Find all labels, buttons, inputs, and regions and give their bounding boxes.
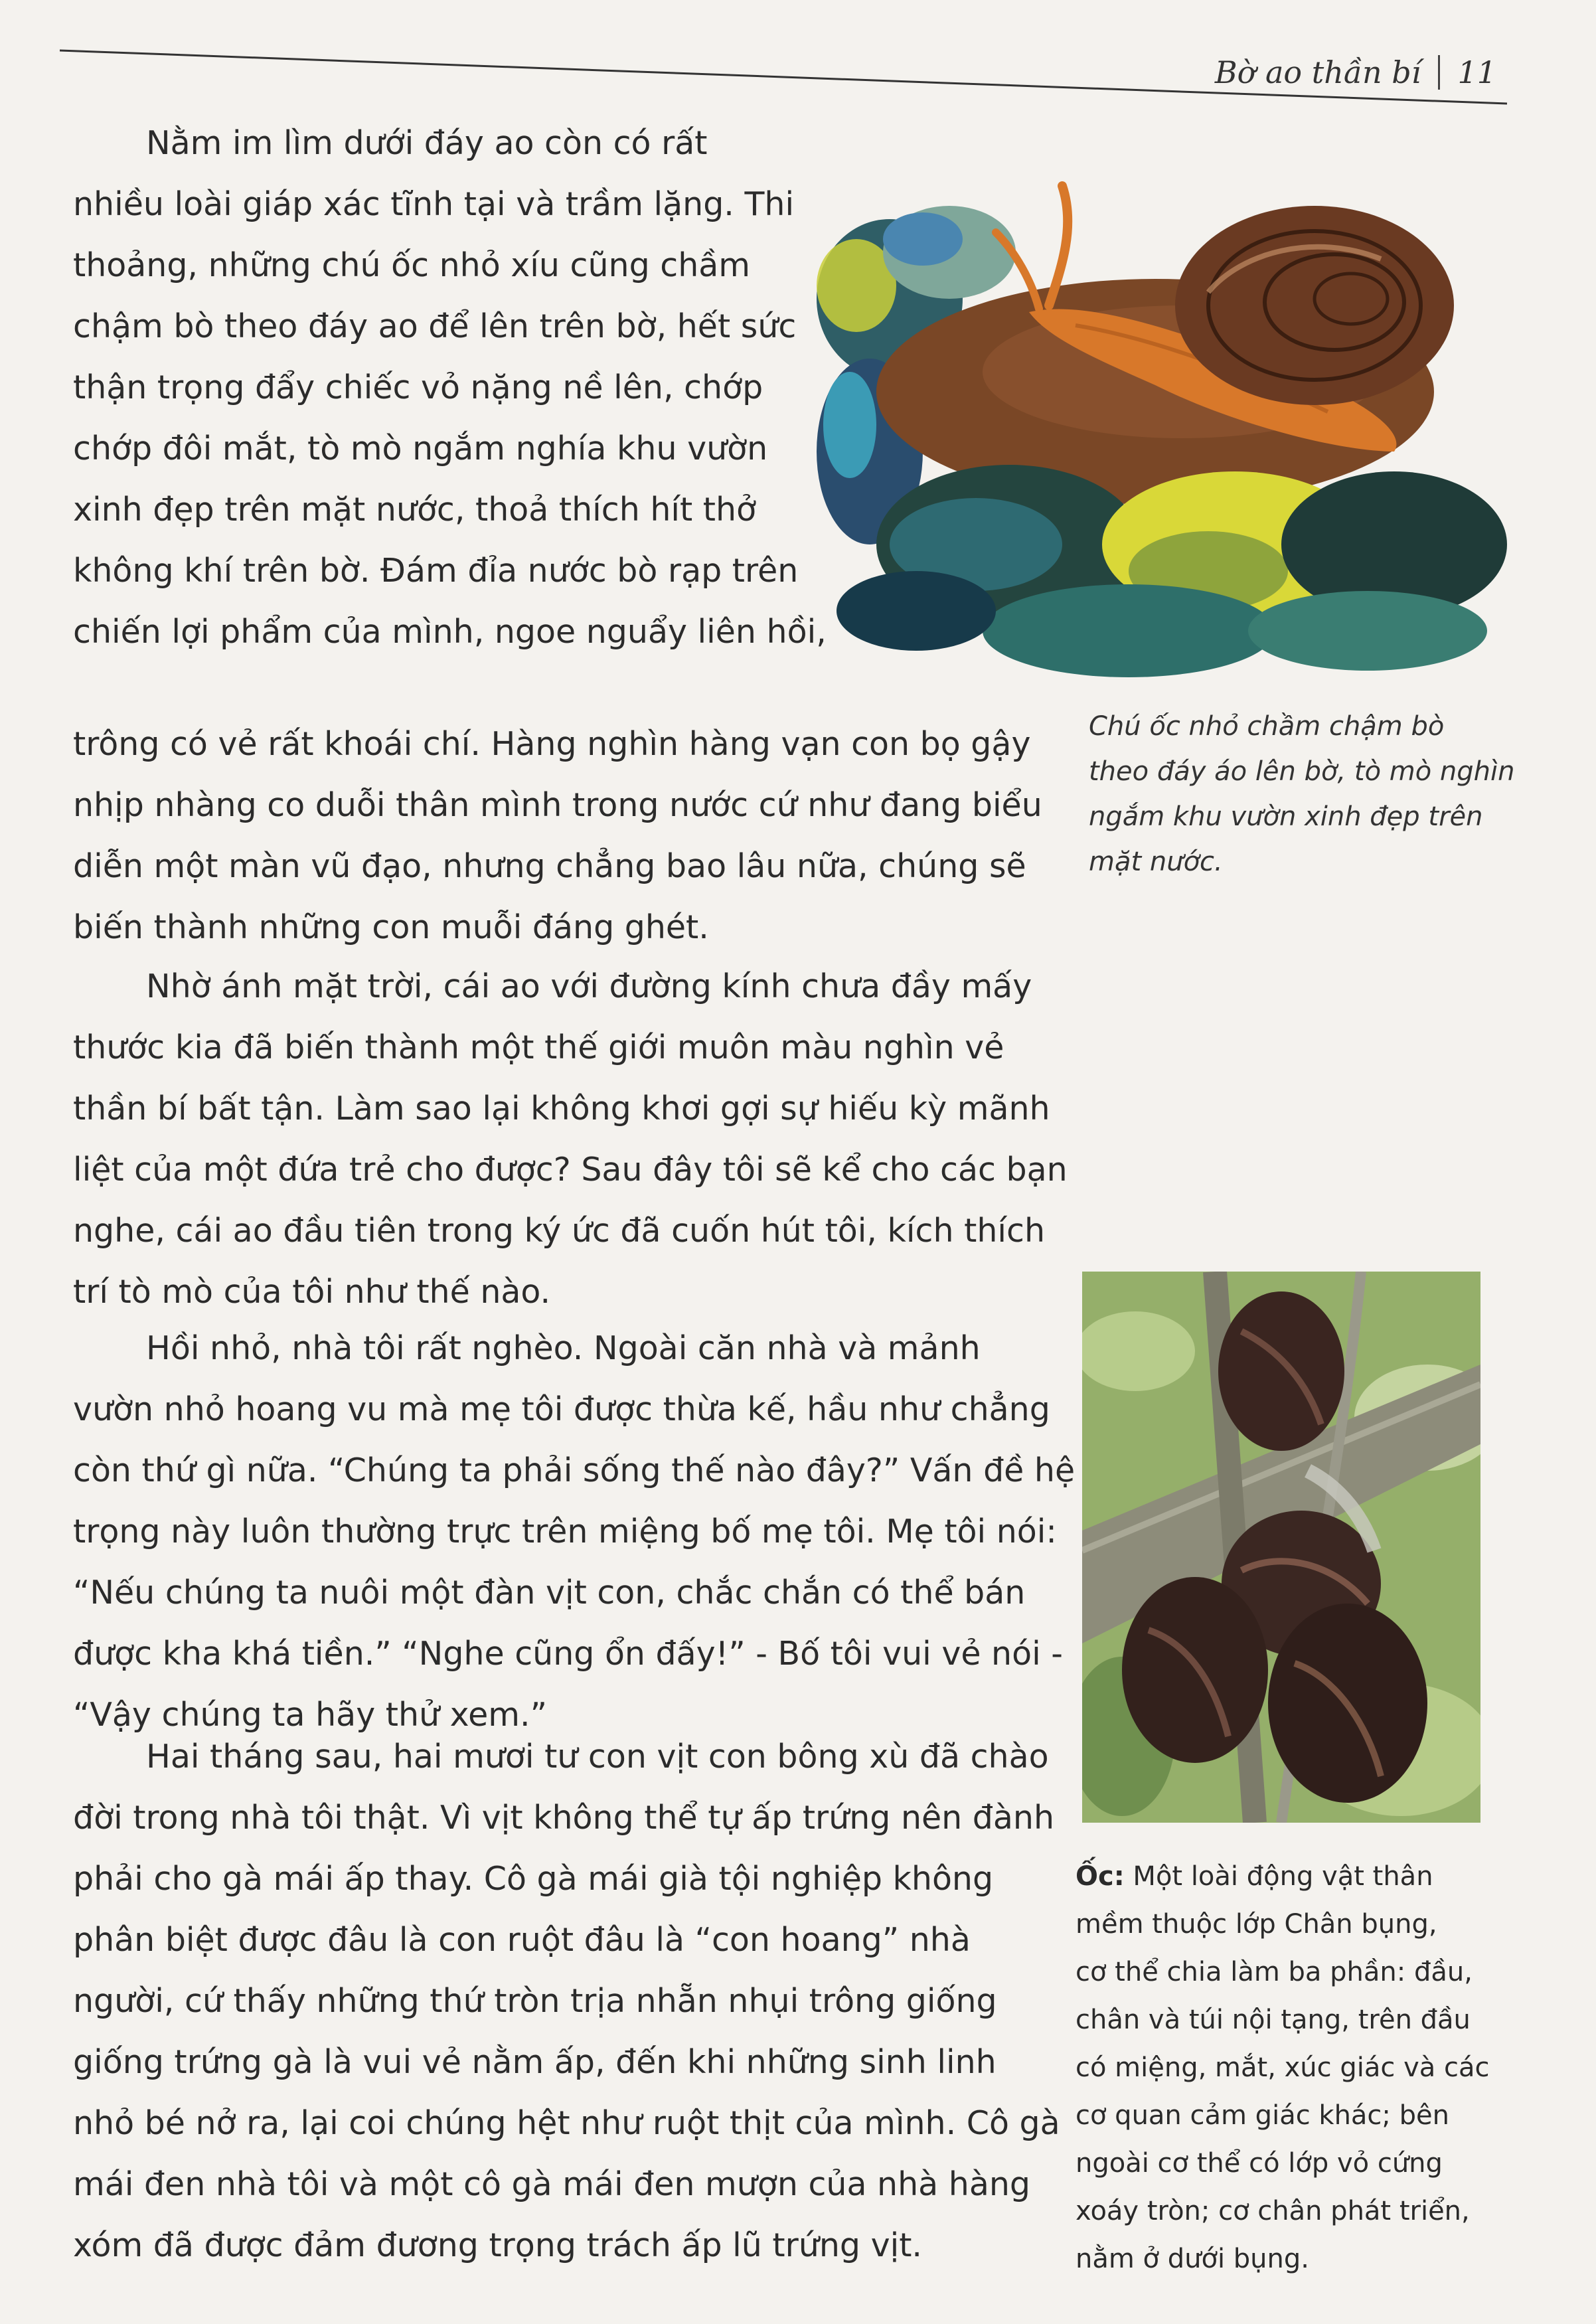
text-line: giống trứng gà là vui vẻ nằm ấp, đến khi những sinh linh (73, 2043, 997, 2081)
text-line: nhiều loài giáp xác tĩnh tại và trầm lặng. Thi (73, 185, 795, 223)
caption-line: Chú ốc nhỏ chầm chậm bò (1089, 711, 1445, 742)
text-line: nhỏ bé nở ra, lại coi chúng hệt như ruột thịt của mình. Cô gà (73, 2104, 1060, 2142)
text-line: thoảng, những chú ốc nhỏ xíu cũng chầm (73, 246, 751, 284)
text-line: chiến lợi phẩm của mình, ngoe nguẩy liên hồi, (73, 613, 827, 651)
text-line: người, cứ thấy những thứ tròn trịa nhẵn nhụi trông giống (73, 1982, 997, 2020)
caption-line: cơ quan cảm giác khác; bên (1076, 2100, 1449, 2131)
caption-line: ngoài cơ thể có lớp vỏ cứng (1076, 2148, 1443, 2179)
paragraph-1-top (73, 113, 827, 663)
text-line: liệt của một đứa trẻ cho được? Sau đây tôi sẽ kể cho các bạn (73, 1151, 1068, 1189)
caption-line: theo đáy áo lên bờ, tò mò nghìn (1089, 756, 1515, 787)
caption-line: ngắm khu vườn xinh đẹp trên (1089, 801, 1483, 832)
text-line: vườn nhỏ hoang vu mà mẹ tôi được thừa kế, hầu như chẳng (73, 1390, 1050, 1428)
caption-line: mềm thuộc lớp Chân bụng, (1076, 1909, 1437, 1940)
text-line: thận trọng đẩy chiếc vỏ nặng nề lên, chớp (73, 369, 763, 406)
caption-line: xoáy tròn; cơ chân phát triển, (1076, 2196, 1470, 2226)
caption-line: có miệng, mắt, xúc giác và các (1076, 2052, 1490, 2083)
caption-text: Một loài động vật thân (1124, 1861, 1433, 1892)
text-line: Hai tháng sau, hai mươi tư con vịt con bông xù đã chào (146, 1738, 1049, 1776)
text-line: thước kia đã biến thành một thế giới muôn màu nghìn vẻ (73, 1029, 1004, 1066)
snail-illustration (810, 173, 1527, 677)
caption-line: cơ thể chia làm ba phần: đầu, (1076, 1957, 1473, 1987)
text-line: nhịp nhàng co duỗi thân mình trong nước cứ như đang biểu (73, 786, 1042, 824)
caption-line: mặt nước. (1089, 847, 1223, 877)
text-line: “Vậy chúng ta hãy thử xem.” (73, 1696, 547, 1734)
text-line: phân biệt được đâu là con ruột đâu là “con hoang” nhà (73, 1921, 971, 1959)
paragraph-2 (73, 956, 1068, 1323)
running-head (1215, 54, 1496, 90)
text-line: còn thứ gì nữa. “Chúng ta phải sống thế nào đây?” Vấn đề hệ (73, 1452, 1076, 1489)
text-line: xóm đã được đảm đương trọng trách ấp lũ trứng vịt. (73, 2226, 922, 2264)
paragraph-1-bottom (73, 714, 1042, 958)
paragraph-3 (73, 1318, 1076, 1746)
text-line: xinh đẹp trên mặt nước, thoả thích hít thở (73, 491, 757, 529)
text-line: chớp đôi mắt, tò mò ngắm nghía khu vườn (73, 430, 768, 467)
text-line: thần bí bất tận. Làm sao lại không khơi gợi sự hiếu kỳ mãnh (73, 1090, 1050, 1127)
text-line: đời trong nhà tôi thật. Vì vịt không thể tự ấp trứng nên đành (73, 1799, 1055, 1837)
text-line: Hồi nhỏ, nhà tôi rất nghèo. Ngoài căn nhà và mảnh (146, 1329, 981, 1367)
caption-line: nằm ở dưới bụng. (1076, 2244, 1309, 2274)
caption-term: Ốc: (1076, 1861, 1125, 1892)
text-line: diễn một màn vũ đạo, nhưng chẳng bao lâu nữa, chúng sẽ (73, 847, 1026, 885)
snail-photo-caption (1076, 1853, 1534, 2283)
text-line: “Nếu chúng ta nuôi một đàn vịt con, chắc chắn có thể bán (73, 1574, 1026, 1612)
text-line: trông có vẻ rất khoái chí. Hàng nghìn hàng vạn con bọ gậy (73, 725, 1031, 763)
text-line: không khí trên bờ. Đám đỉa nước bò rạp trên (73, 552, 799, 590)
text-line: trọng này luôn thường trực trên miệng bố mẹ tôi. Mẹ tôi nói: (73, 1513, 1057, 1550)
paragraph-4 (73, 1726, 1060, 2276)
text-line: biến thành những con muỗi đáng ghét. (73, 908, 709, 946)
text-line: nghe, cái ao đầu tiên trong ký ức đã cuốn hút tôi, kích thích (73, 1212, 1045, 1250)
text-line: trí tò mò của tôi như thế nào. (73, 1273, 551, 1311)
snail-illustration-caption (1089, 704, 1527, 884)
page-number: 11 (1457, 54, 1496, 90)
caption-line-first (1076, 1853, 1534, 1900)
running-title: Bờ ao thần bí (1214, 54, 1421, 90)
text-line: Nằm im lìm dưới đáy ao còn có rất (146, 124, 708, 162)
header-separator (1438, 55, 1440, 90)
text-line: phải cho gà mái ấp thay. Cô gà mái già tội nghiệp không (73, 1860, 994, 1898)
snail-photo (1082, 1272, 1480, 1823)
text-line: mái đen nhà tôi và một cô gà mái đen mượn của nhà hàng (73, 2165, 1031, 2203)
text-line: chậm bò theo đáy ao để lên trên bờ, hết sức (73, 307, 797, 345)
text-line: được kha khá tiền.” “Nghe cũng ổn đấy!” - Bố tôi vui vẻ nói - (73, 1635, 1063, 1673)
text-line: Nhờ ánh mặt trời, cái ao với đường kính chưa đầy mấy (146, 967, 1032, 1005)
caption-line: chân và túi nội tạng, trên đầu (1076, 2005, 1471, 2035)
